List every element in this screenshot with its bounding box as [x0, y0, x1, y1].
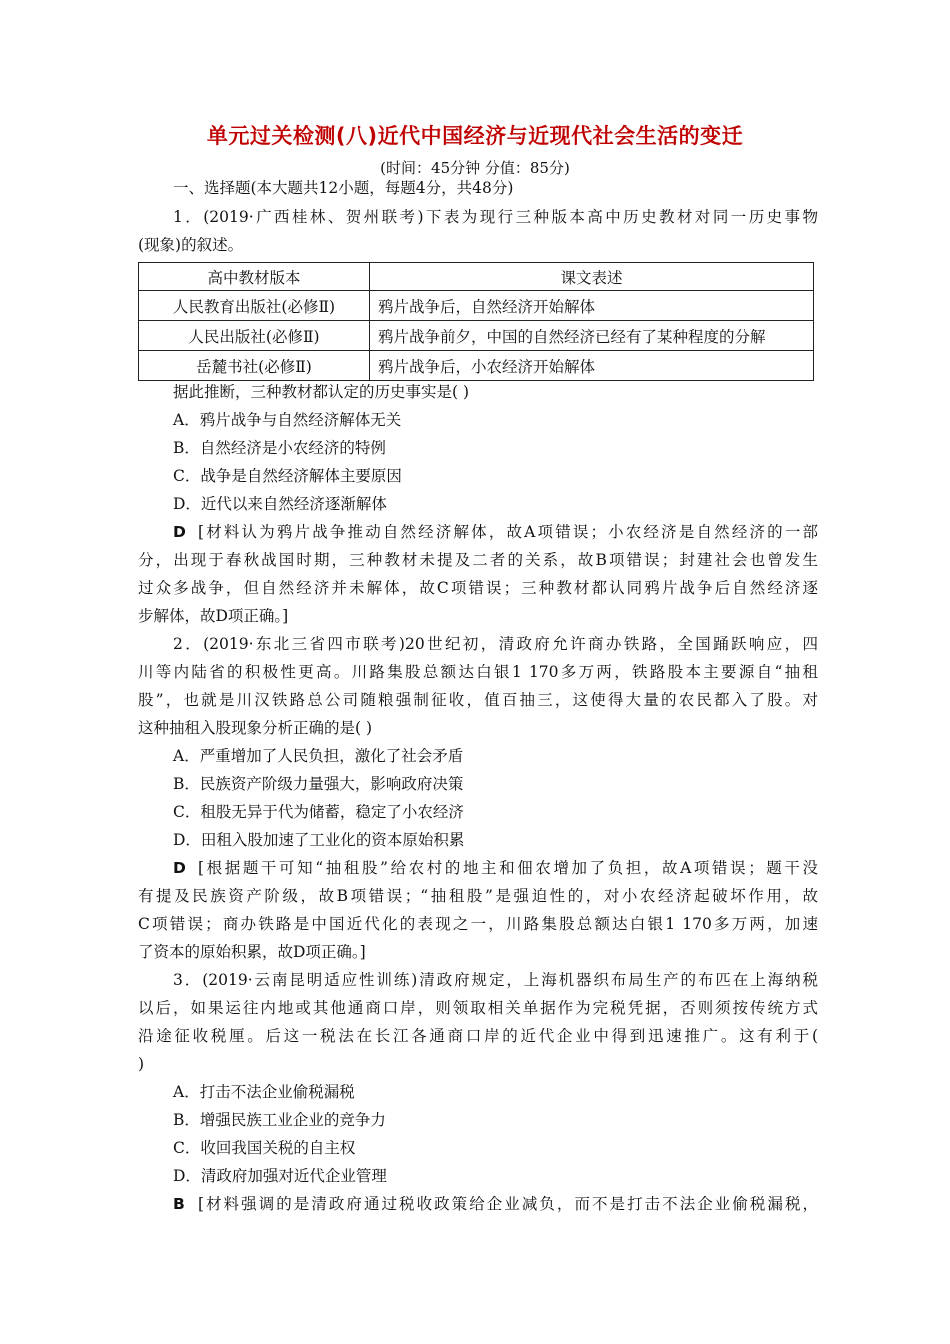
q2-option-c: C．租股无异于代为储蓄，稳定了小农经济 — [173, 803, 464, 821]
q1-option-b: B．自然经济是小农经济的特例 — [173, 439, 386, 457]
q1-answer-line — [173, 522, 818, 542]
table-cell: 人民出版社(必修Ⅱ) — [139, 321, 370, 351]
q2-explanation-line: [根据题干可知“抽租股”给农村的地主和佃农增加了负担，故A项错误；题干没 — [198, 859, 818, 877]
q2-stem-line: 这种抽租入股现象分析正确的是( ) — [138, 719, 373, 737]
q1-stem-line: (现象)的叙述。 — [138, 236, 244, 254]
q1-explanation-line: 分，出现于春秋战国时期，三种教材未提及二者的关系，故B项错误；封建社会也曾发生 — [138, 551, 818, 569]
q2-option-b: B．民族资产阶级力量强大，影响政府决策 — [173, 775, 464, 793]
q3-answer-line — [173, 1194, 818, 1214]
table-cell: 鸦片战争前夕，中国的自然经济已经有了某种程度的分解 — [370, 321, 814, 351]
q2-explanation-line: C项错误；商办铁路是中国近代化的表现之一，川路集股总额达白银1 170多万两，加速 — [138, 915, 818, 933]
q2-answer-line — [173, 858, 818, 878]
q3-stem-line: ) — [138, 1055, 145, 1073]
q1-explanation-line: 步解体，故D项正确。] — [138, 607, 289, 625]
table-cell: 人民教育出版社(必修Ⅱ) — [139, 291, 370, 321]
q2-explanation-line: 有提及民族资产阶级，故B项错误；“抽租股”是强迫性的，对小农经济起破坏作用，故 — [138, 887, 818, 905]
page-title: 单元过关检测(八)近代中国经济与近现代社会生活的变迁 — [206, 124, 744, 148]
q1-question: 据此推断，三种教材都认定的历史事实是( ) — [173, 383, 470, 401]
q2-answer: D — [173, 859, 186, 877]
table-cell: 鸦片战争后，小农经济开始解体 — [370, 351, 814, 381]
table-header-cell: 高中教材版本 — [139, 263, 370, 291]
q3-option-c: C．收回我国关税的自主权 — [173, 1139, 356, 1157]
q1-option-d: D．近代以来自然经济逐渐解体 — [173, 495, 387, 513]
q1-explanation-line: [材料认为鸦片战争推动自然经济解体，故A项错误；小农经济是自然经济的一部 — [198, 523, 818, 541]
table-cell: 岳麓书社(必修Ⅱ) — [139, 351, 370, 381]
q1-explanation-line: 过众多战争，但自然经济并未解体，故C项错误；三种教材都认同鸦片战争后自然经济逐 — [138, 579, 818, 597]
table-row — [139, 351, 814, 381]
q1-option-a: A．鸦片战争与自然经济解体无关 — [173, 411, 402, 429]
q3-stem-line: 以后，如果运往内地或其他通商口岸，则领取相关单据作为完税凭据，否则须按传统方式 — [138, 999, 818, 1017]
q3-explanation-line: [材料强调的是清政府通过税收政策给企业减负，而不是打击不法企业偷税漏税， — [198, 1195, 818, 1213]
q3-option-d: D．清政府加强对近代企业管理 — [173, 1167, 387, 1185]
q3-answer: B — [173, 1195, 185, 1213]
q3-option-a: A．打击不法企业偷税漏税 — [173, 1083, 355, 1101]
q1-option-c: C．战争是自然经济解体主要原因 — [173, 467, 402, 485]
q2-stem-line: 股”，也就是川汉铁路总公司随粮强制征收，值百抽三，这使得大量的农民都入了股。对 — [138, 691, 818, 709]
q2-explanation-line: 了资本的原始积累，故D项正确。] — [138, 943, 366, 961]
table-header-cell: 课文表述 — [370, 263, 814, 291]
q2-stem-line: 2．(2019·东北三省四市联考)20世纪初，清政府允许商办铁路，全国踊跃响应，四 — [173, 635, 818, 653]
table-cell: 鸦片战争后，自然经济开始解体 — [370, 291, 814, 321]
section-heading: 一、选择题(本大题共12小题，每题4分，共48分) — [173, 179, 514, 197]
textbook-comparison-table — [138, 262, 814, 381]
table-row — [139, 321, 814, 351]
q3-stem-line: 沿途征收税厘。后这一税法在长江各通商口岸的近代企业中得到迅速推广。这有利于( — [138, 1027, 818, 1045]
q1-answer: D — [173, 523, 186, 541]
q2-stem-line: 川等内陆省的积极性更高。川路集股总额达白银1 170多万两，铁路股本主要源自“抽租 — [138, 663, 818, 681]
q2-option-a: A．严重增加了人民负担，激化了社会矛盾 — [173, 747, 464, 765]
q1-stem-line: 1．(2019·广西桂林、贺州联考)下表为现行三种版本高中历史教材对同一历史事物 — [173, 208, 818, 226]
table-header-row — [139, 263, 814, 291]
q3-option-b: B．增强民族工业企业的竞争力 — [173, 1111, 386, 1129]
exam-time-score: (时间：45分钟 分值：85分) — [380, 159, 570, 177]
q3-stem-line: 3．(2019·云南昆明适应性训练)清政府规定，上海机器织布局生产的布匹在上海纳税 — [173, 971, 818, 989]
q2-option-d: D．田租入股加速了工业化的资本原始积累 — [173, 831, 465, 849]
table-row — [139, 291, 814, 321]
